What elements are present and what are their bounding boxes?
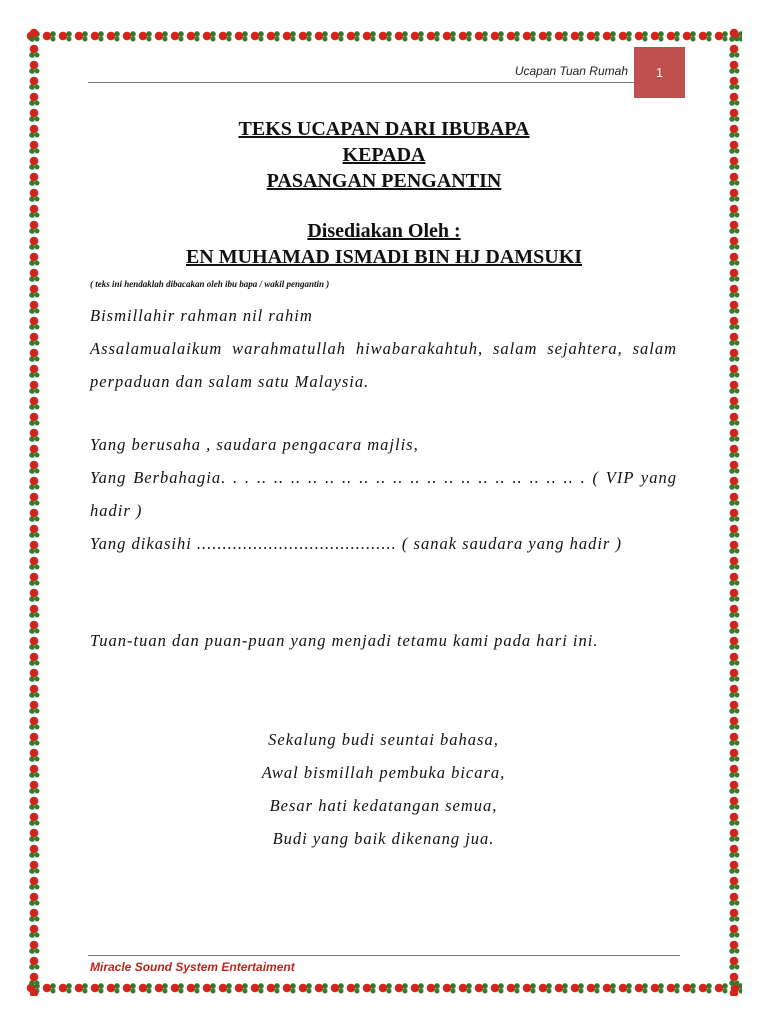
floral-border-left — [26, 28, 42, 996]
running-header: Ucapan Tuan Rumah — [514, 64, 628, 78]
verse-line-4: Budi yang baik dikenang jua. — [272, 829, 495, 848]
opening-paragraph — [90, 299, 677, 398]
prepared-by-block — [88, 218, 680, 270]
greeting-line-2: Yang Berbahagia. . . .. .. .. .. .. .. .. .. .. .. .. .. .. .. .. .. .. .. .. . ( VIP yang hadir ) — [90, 468, 677, 520]
title-line-2: KEPADA — [342, 144, 426, 166]
floral-border-right — [726, 28, 742, 996]
reading-instruction-note: ( teks ini hendaklah dibacakan oleh ibu bapa / wakil pengantin ) — [90, 279, 330, 289]
prepared-by-name: EN MUHAMAD ISMADI BIN HJ DAMSUKI — [185, 246, 583, 268]
salam-line: Assalamualaikum warahmatullah hiwabarakahtuh, salam sejahtera, salam perpaduan dan salam satu Malaysia. — [90, 339, 677, 391]
floral-border-top — [26, 28, 742, 44]
greetings-paragraph — [90, 428, 677, 560]
pantun-verse — [90, 723, 677, 855]
prepared-by-label: Disediakan Oleh : — [307, 220, 461, 242]
floral-border-bottom — [26, 980, 742, 996]
title-line-1: TEKS UCAPAN DARI IBUBAPA — [238, 118, 530, 140]
greeting-line-3: Yang dikasihi ....................................... ( sanak saudara yang hadir ) — [90, 534, 622, 553]
greeting-line-1: Yang berusaha , saudara pengacara majlis, — [90, 435, 419, 454]
verse-line-1: Sekalung budi seuntai bahasa, — [268, 730, 499, 749]
footer-company-name: Miracle Sound System Entertaiment — [90, 960, 295, 974]
page-number-badge: 1 — [634, 47, 685, 98]
title-line-3: PASANGAN PENGANTIN — [266, 170, 502, 192]
verse-line-3: Besar hati kedatangan semua, — [269, 796, 498, 815]
header-divider — [88, 82, 634, 83]
footer-divider — [88, 955, 680, 956]
document-title — [88, 116, 680, 194]
bismillah-line: Bismillahir rahman nil rahim — [90, 306, 313, 325]
address-line: Tuan-tuan dan puan-puan yang menjadi tetamu kami pada hari ini. — [90, 631, 599, 650]
address-paragraph — [90, 624, 677, 657]
verse-line-2: Awal bismillah pembuka bicara, — [261, 763, 506, 782]
